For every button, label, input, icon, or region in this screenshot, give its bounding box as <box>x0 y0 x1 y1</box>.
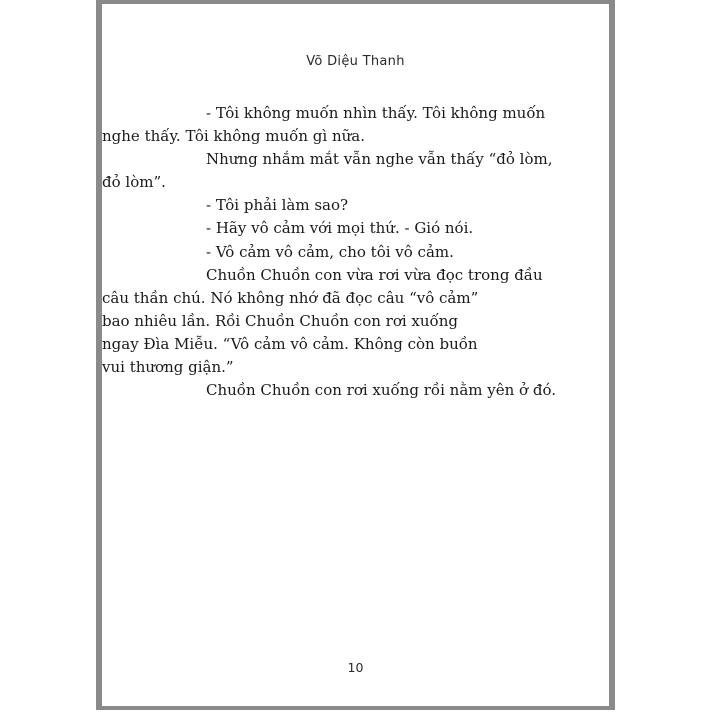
paragraph <box>206 241 542 264</box>
text-line: Chuồn Chuồn con rơi xuống rồi nằm yên ở đó. <box>206 381 556 400</box>
paragraph <box>206 379 556 402</box>
text-line: câu thần chú. Nó không nhớ đã đọc câu “vô cảm” <box>102 288 479 307</box>
text-line: Nhưng nhắm mắt vẫn nghe vẫn thấy “đỏ lòm, <box>206 150 553 169</box>
text-line: bao nhiêu lần. Rồi Chuồn Chuồn con rơi xuống <box>102 311 458 330</box>
text-line: ngay Đìa Miễu. “Vô cảm vô cảm. Không còn buồn <box>102 334 478 353</box>
body-text <box>102 102 556 402</box>
text-line: - Tôi không muốn nhìn thấy. Tôi không muốn <box>206 104 546 122</box>
text-line: Chuồn Chuồn con vừa rơi vừa đọc trong đầu <box>206 265 543 284</box>
text-line: - Tôi phải làm sao? <box>206 196 349 215</box>
text-line: nghe thấy. Tôi không muốn gì nữa. <box>102 127 365 146</box>
text-line: - Vô cảm vô cảm, cho tôi vô cảm. <box>206 242 454 261</box>
paragraph <box>206 217 542 240</box>
text-line: đỏ lòm”. <box>102 173 166 192</box>
paragraph <box>102 102 546 148</box>
text-line: - Hãy vô cảm với mọi thứ. - Gió nói. <box>206 219 474 238</box>
page-number: 10 <box>347 660 364 675</box>
running-head-author: Võ Diệu Thanh <box>306 54 405 69</box>
paragraph <box>102 264 543 379</box>
paragraph <box>102 148 553 194</box>
text-line: vui thương giận.” <box>102 358 234 377</box>
book-page <box>96 0 615 710</box>
paragraph <box>206 194 542 217</box>
